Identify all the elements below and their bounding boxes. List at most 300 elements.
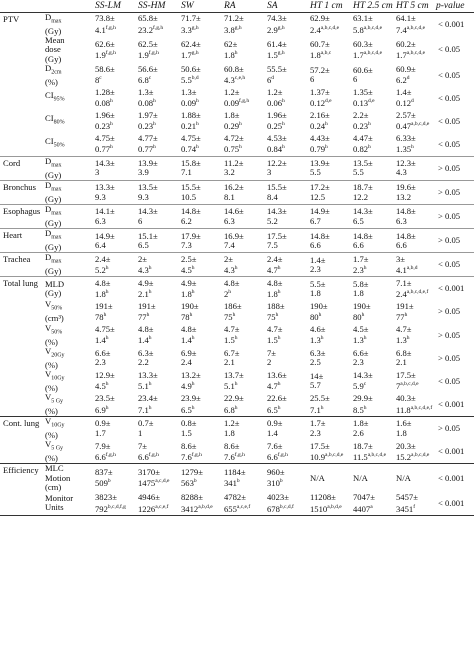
significance-superscript: h (234, 264, 238, 271)
significance-superscript: h (363, 335, 367, 342)
value-cell (308, 205, 351, 229)
value-line: 64.1± (396, 13, 416, 24)
p-value-cell: < 0.001 (434, 492, 474, 516)
significance-superscript: b,c,d,f,g (107, 503, 126, 510)
metric-label-line: $D_{max}$ (45, 12, 62, 25)
value-cell (265, 36, 308, 64)
value-line: 8.4 (267, 191, 278, 202)
value-cell (351, 324, 394, 347)
value-line: 6.7± (224, 348, 240, 359)
value-line: 17.5± (310, 440, 330, 451)
value-line: 4.43± (310, 133, 330, 144)
value-line: 2$^h$ (224, 288, 232, 299)
value-line: 62± (224, 38, 238, 49)
value-cell (136, 110, 179, 133)
value-line: 1.96± (95, 110, 115, 121)
value-cell (308, 347, 351, 370)
value-line: 6.6$^{f,g,h}$ (267, 451, 288, 462)
value-line: 5.7 (310, 380, 321, 391)
value-cell (136, 370, 179, 393)
significance-superscript: h (148, 335, 152, 342)
significance-superscript: h (234, 50, 238, 56)
value-line: 23.5± (95, 393, 115, 404)
value-cell (265, 277, 308, 301)
value-cell (265, 300, 308, 323)
value-cell (179, 393, 222, 417)
value-line: 7.1$^h$ (310, 404, 324, 415)
header-cell (0, 0, 43, 13)
value-line: 77$^h$ (396, 311, 408, 322)
value-cell (265, 253, 308, 277)
value-line: 3 (267, 167, 272, 178)
value-line: 191± (138, 300, 156, 311)
value-cell (179, 205, 222, 229)
significance-superscript: h (411, 144, 414, 151)
value-line: 13.7± (224, 370, 244, 381)
p-value-cell: < 0.001 (434, 464, 474, 492)
significance-superscript: a,b,c,d,e (363, 50, 383, 56)
significance-superscript: h (228, 289, 232, 296)
value-line: N/A (310, 472, 325, 483)
value-cell (136, 253, 179, 277)
metric-label-line: (cm³) (45, 313, 64, 324)
significance-superscript: b,d (191, 75, 199, 82)
value-line: 5.2 (267, 215, 278, 226)
p-value-cell: < 0.001 (434, 13, 474, 37)
value-cell (93, 229, 136, 253)
value-cell (394, 370, 434, 393)
significance-superscript: h (406, 335, 410, 342)
value-line: 0.82$^h$ (353, 144, 371, 155)
metric-label-line: $V_{10Gy}$ (45, 416, 65, 429)
value-cell (179, 110, 222, 133)
metric-subscript: 50% (51, 306, 63, 313)
significance-superscript: h (110, 98, 113, 105)
metric-label-line: $V_{50\%}$ (45, 300, 63, 313)
value-line: 2.16± (310, 110, 330, 121)
value-cell (222, 229, 265, 253)
value-line: 4.7± (267, 324, 283, 335)
metric-label-line: dose (45, 44, 61, 55)
value-cell (265, 156, 308, 180)
value-line: 7047± (353, 492, 375, 503)
value-line: 56.6± (138, 64, 158, 75)
metric-label-line: $D_{max}$ (45, 228, 62, 241)
table-body (0, 13, 474, 516)
significance-superscript: h (282, 98, 285, 105)
structure-label (0, 300, 43, 323)
metric-label-line: (Gy) (45, 266, 62, 277)
value-line: 4.3 (396, 167, 407, 178)
structure-label (0, 36, 43, 64)
structure-label: Heart (0, 229, 43, 253)
value-line: 62.6± (95, 38, 115, 49)
value-line: 1.37± (310, 87, 330, 98)
metric-label-line: $V_{10Gy}$ (45, 369, 65, 382)
value-cell (351, 133, 394, 157)
significance-superscript: a,b,c,d,e (411, 451, 430, 458)
significance-superscript: a,b,d,e (198, 503, 213, 510)
metric-label (43, 253, 93, 277)
value-line: 5.9$^c$ (353, 381, 367, 392)
significance-superscript: d (271, 75, 275, 82)
structure-label (0, 370, 43, 393)
value-line: N/A (353, 472, 368, 483)
value-line: 58.6± (95, 64, 115, 75)
metric-label (43, 110, 93, 133)
value-line: 13.6± (267, 370, 287, 381)
significance-superscript: f,g,h (148, 451, 159, 458)
significance-superscript: h (196, 144, 199, 151)
metric-subscript: max (51, 259, 62, 266)
value-line: 0.23$^h$ (138, 121, 156, 132)
value-cell (394, 36, 434, 64)
value-line: 8288± (181, 492, 203, 503)
value-line: 4.5$^h$ (181, 264, 195, 275)
value-cell (308, 253, 351, 277)
value-cell (93, 324, 136, 347)
value-line: 1.4± (310, 254, 326, 265)
value-line: 0.7± (138, 418, 154, 429)
structure-label: Bronchus (0, 180, 43, 204)
value-cell (351, 464, 394, 492)
p-value-cell: > 0.05 (434, 205, 474, 229)
structure-label: Cont. lung (0, 417, 43, 441)
value-cell (394, 253, 434, 277)
p-value-cell: < 0.001 (434, 440, 474, 464)
metric-label (43, 205, 93, 229)
header-cell (43, 0, 93, 13)
value-line: 1.4$^h$ (138, 335, 152, 346)
significance-superscript: h (363, 404, 367, 411)
value-line: 2.5± (181, 253, 197, 264)
value-line: 4.75± (95, 324, 115, 335)
value-line: 22.6± (267, 393, 287, 404)
value-line: 0.12$^d$ (396, 98, 414, 109)
value-cell (222, 440, 265, 464)
value-cell (136, 180, 179, 204)
value-cell (308, 36, 351, 64)
value-line: 14.8± (353, 230, 373, 241)
value-cell (136, 87, 179, 110)
value-line: 190± (353, 300, 371, 311)
value-line: 0.12$^{d,e}$ (310, 98, 332, 109)
metric-label (43, 370, 93, 393)
p-value-cell: > 0.05 (434, 180, 474, 204)
significance-superscript: h (361, 312, 365, 319)
value-cell (179, 64, 222, 87)
value-line: 60.7± (310, 38, 330, 49)
value-line: 60.6± (353, 65, 373, 76)
metric-label (43, 464, 93, 492)
structure-label: Efficiency (0, 464, 43, 492)
value-line: 0.06$^h$ (267, 98, 285, 109)
value-line: 1.88± (181, 110, 201, 121)
value-line: 186± (224, 300, 242, 311)
metric-label (43, 229, 93, 253)
value-line: 75$^h$ (224, 311, 236, 322)
significance-superscript: c,e,h (234, 75, 246, 82)
significance-superscript: f,g,h (191, 451, 202, 458)
value-line: 1.4 (267, 427, 278, 438)
value-line: 6.6$^{f,g,h}$ (95, 451, 116, 462)
value-line: 14.8± (396, 230, 416, 241)
value-cell (265, 440, 308, 464)
structure-label: Total lung (0, 277, 43, 301)
value-line: 1.9$^{f,g,h}$ (95, 49, 116, 60)
value-cell (308, 133, 351, 157)
structure-label (0, 347, 43, 370)
value-line: 4.8± (267, 277, 283, 288)
value-cell (351, 64, 394, 87)
significance-superscript: h (105, 335, 109, 342)
metric-label-line: $D_{max}$ (45, 204, 62, 217)
value-cell (179, 229, 222, 253)
value-cell (265, 13, 308, 37)
metric-label-line: MLC (45, 463, 64, 474)
value-line: 1.7± (353, 253, 369, 264)
significance-superscript: h (105, 404, 109, 411)
value-cell (93, 347, 136, 370)
metric-label (43, 156, 93, 180)
metric-label (43, 13, 93, 37)
value-line: 23.2$^{f,g,h}$ (138, 24, 164, 35)
structure-label (0, 87, 43, 110)
value-cell (394, 156, 434, 180)
value-line: 2.9$^{g,h}$ (267, 24, 285, 35)
value-line: 0.9± (267, 418, 283, 429)
value-line: 4.77± (138, 133, 158, 144)
value-line: 1.2± (224, 418, 240, 429)
value-line: 2.4$^{a,b,c,d,e}$ (310, 24, 340, 35)
significance-superscript: b (107, 478, 111, 485)
table-row (0, 13, 474, 37)
value-line: 1.28± (95, 87, 115, 98)
metric-label (43, 393, 93, 417)
header-ht1: HT 1 cm (308, 0, 351, 13)
value-line: 14.8± (181, 206, 201, 217)
value-line: 8$^c$ (95, 75, 102, 86)
value-line: 2.3$^h$ (353, 264, 367, 275)
value-line: 2.3 (310, 263, 321, 274)
significance-superscript: g,h (277, 24, 285, 31)
table-row (0, 347, 474, 370)
significance-superscript: h (277, 381, 281, 388)
metric-label-line: $CI_{80\%}$ (45, 113, 65, 127)
significance-superscript: h (277, 264, 281, 271)
value-cell (93, 64, 136, 87)
value-line: 78$^h$ (95, 311, 107, 322)
value-cell (308, 440, 351, 464)
value-cell (222, 347, 265, 370)
value-line: 1.8$^h$ (267, 288, 281, 299)
value-cell (308, 87, 351, 110)
value-cell (136, 13, 179, 37)
value-line: 8.5$^h$ (353, 404, 367, 415)
value-line: 6.3 (224, 215, 235, 226)
metric-label-line: (Gy) (45, 287, 62, 298)
value-line: 6.9$^h$ (95, 404, 109, 415)
header-row (0, 0, 474, 13)
value-cell (351, 87, 394, 110)
value-line: 15.8± (181, 158, 201, 169)
value-line: 7± (267, 348, 277, 359)
metric-label (43, 133, 93, 157)
value-line: 14.3± (353, 370, 373, 381)
value-line: 190± (310, 300, 328, 311)
value-cell (93, 13, 136, 37)
value-line: 3.2 (224, 167, 235, 178)
significance-superscript: h (325, 144, 328, 151)
metric-label-line: $CI_{95\%}$ (45, 90, 65, 104)
significance-superscript: h (191, 404, 195, 411)
metric-label-line: $V_{5 Gy}$ (45, 392, 64, 405)
table-row (0, 277, 474, 301)
value-cell (179, 180, 222, 204)
value-cell (179, 370, 222, 393)
value-line: 14.3± (353, 206, 373, 217)
value-line: 6.8$^h$ (224, 404, 238, 415)
value-line: 188± (267, 300, 285, 311)
value-cell (308, 393, 351, 417)
metric-label-line: $V_{50\%}$ (45, 323, 63, 336)
significance-superscript: g,h (234, 24, 242, 31)
metric-subscript: max (51, 162, 62, 169)
value-cell (93, 253, 136, 277)
value-cell (265, 110, 308, 133)
value-line: 15.5± (267, 182, 287, 193)
value-cell (179, 324, 222, 347)
significance-superscript: h (196, 121, 199, 128)
value-line: 1.3± (181, 87, 197, 98)
value-line: 0.09$^h$ (181, 98, 199, 109)
significance-superscript: c (148, 75, 152, 82)
value-line: 0.47$^{a,b,c,d,e}$ (396, 121, 430, 132)
significance-superscript: h (105, 264, 109, 271)
value-line: 2.5 (310, 357, 321, 368)
value-cell (93, 464, 136, 492)
significance-superscript: h (277, 335, 281, 342)
value-cell (351, 417, 394, 441)
value-line: 11.2± (224, 158, 244, 169)
metric-label-line: (%) (45, 382, 58, 393)
p-value-cell: > 0.05 (438, 329, 461, 340)
significance-superscript: h (368, 144, 371, 151)
value-line: 7.6± (267, 440, 283, 451)
significance-superscript: f,g,h (277, 451, 288, 458)
significance-superscript: h (275, 312, 279, 319)
value-line: 3.9 (138, 167, 149, 178)
value-line: 1.8$^h$ (181, 288, 195, 299)
value-line: 5457± (396, 492, 418, 503)
value-line: 73.8± (95, 13, 115, 24)
value-line: 6.7 (310, 215, 321, 226)
value-line: 4.53± (267, 133, 287, 144)
value-line: 2.1 (396, 357, 407, 368)
structure-label (0, 133, 43, 157)
value-line: 5.5 (310, 167, 321, 178)
value-line: 62.5± (138, 38, 158, 49)
significance-superscript: f,g,h (234, 451, 245, 458)
value-line: 6.5$^h$ (267, 404, 281, 415)
metric-subscript: 2cm (51, 69, 62, 76)
table-row (0, 324, 474, 347)
value-cell (351, 253, 394, 277)
value-line: 14.8± (310, 230, 330, 241)
metric-label-line: $V_{20Gy}$ (45, 346, 65, 359)
metric-subscript: max (51, 186, 62, 193)
significance-superscript: h (191, 335, 195, 342)
value-line: 0.79$^h$ (310, 144, 328, 155)
metric-label-line: Units (45, 502, 64, 513)
value-cell (351, 440, 394, 464)
value-line: 6.2$^d$ (396, 75, 410, 86)
value-cell (394, 87, 434, 110)
structure-label: Cord (0, 156, 43, 180)
value-cell (265, 417, 308, 441)
value-cell (222, 36, 265, 64)
significance-superscript: h (320, 335, 324, 342)
value-line: 6.6 (396, 239, 407, 250)
value-line: 4.7$^h$ (267, 264, 281, 275)
value-cell (179, 253, 222, 277)
table-row (0, 180, 474, 204)
metric-label-line: (Gy) (45, 242, 62, 253)
header-sa: SA (265, 0, 308, 13)
value-line: 22.9± (224, 393, 244, 404)
metric-label (43, 347, 93, 370)
structure-label (0, 110, 43, 133)
value-line: 6.3± (138, 348, 154, 359)
metric-label-line: $D_{2cm}$ (45, 63, 62, 76)
value-line: 2.3 (95, 357, 106, 368)
value-line: 563$^b$ (181, 478, 197, 489)
value-line: 6.5 (138, 239, 149, 250)
value-line: 6$^d$ (267, 75, 275, 86)
p-value-cell: < 0.05 (438, 115, 461, 126)
table-row (0, 156, 474, 180)
value-cell (351, 156, 394, 180)
value-line: 1.2± (224, 87, 240, 98)
value-line: 5.1$^h$ (224, 381, 238, 392)
value-line: 1.8± (353, 418, 369, 429)
value-cell (222, 64, 265, 87)
value-line: 6.6 (353, 239, 364, 250)
significance-superscript: h (325, 121, 328, 128)
value-line: 1.3$^h$ (310, 335, 324, 346)
value-cell (351, 180, 394, 204)
p-value-cell: > 0.05 (438, 352, 461, 363)
value-line: 6.5$^h$ (181, 404, 195, 415)
header-ht5: HT 5 cm (394, 0, 434, 13)
value-line: 60.3± (353, 38, 373, 49)
value-line: 60.9± (396, 64, 416, 75)
value-line: 11.8$^{a,b,c,d,e,f}$ (396, 404, 433, 415)
value-line: 1.3$^h$ (353, 335, 367, 346)
value-line: 1.5 (181, 427, 192, 438)
value-line: 0.75$^h$ (224, 144, 242, 155)
value-cell (222, 370, 265, 393)
value-cell (136, 393, 179, 417)
value-cell (351, 393, 394, 417)
value-line: 6.33± (396, 133, 416, 144)
value-line: 0.23$^h$ (95, 121, 113, 132)
significance-superscript: h (234, 335, 238, 342)
value-cell (136, 464, 179, 492)
table-row (0, 110, 474, 133)
value-line: 77$^h$ (138, 311, 150, 322)
significance-superscript: a,b,c,d,e (406, 24, 426, 31)
